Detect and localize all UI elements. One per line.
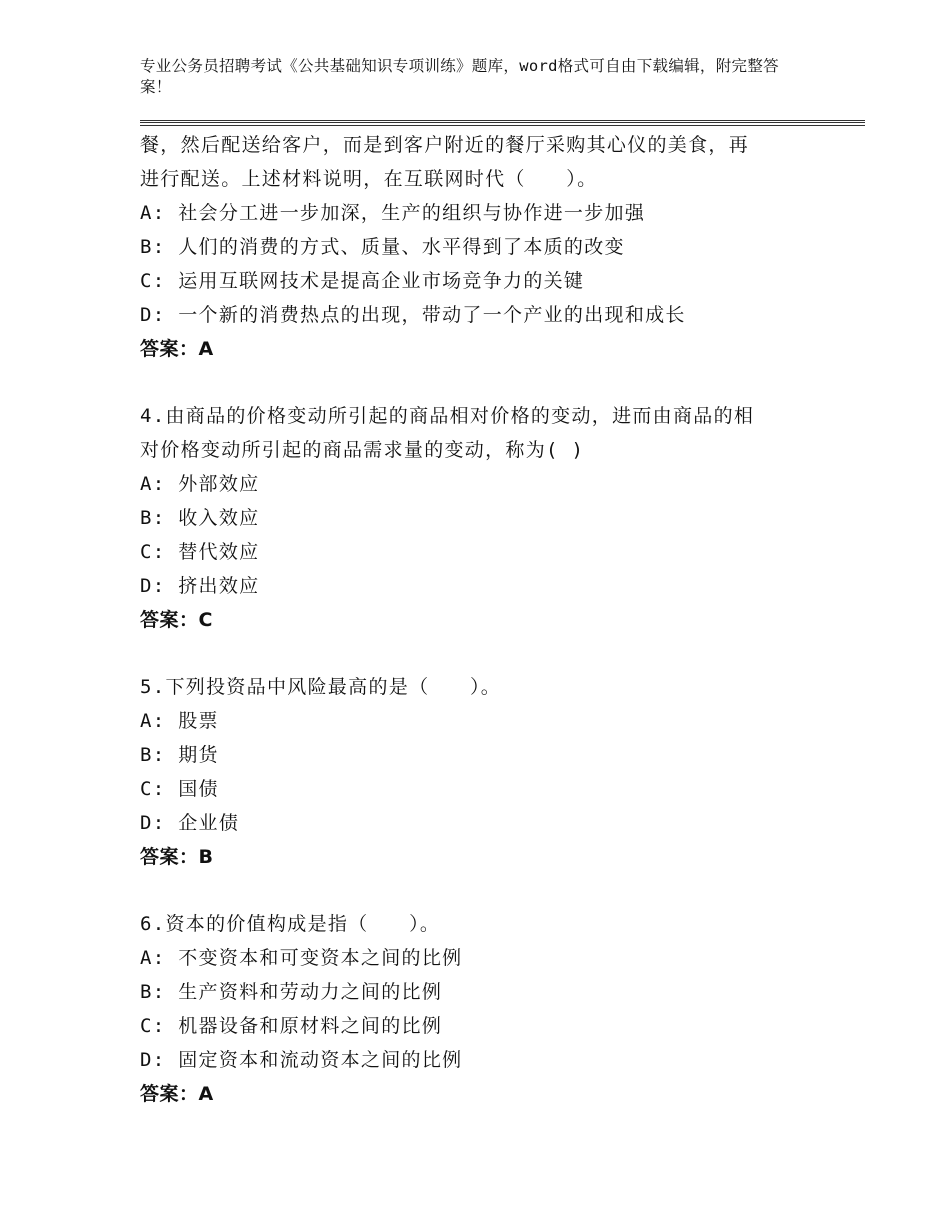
option-d: D: 挤出效应 (140, 575, 260, 597)
option-a: A: 外部效应 (140, 473, 260, 495)
option-d: D: 一个新的消费热点的出现，带动了一个产业的出现和成长 (140, 304, 686, 326)
question-3 (140, 128, 865, 366)
option-c: C: 替代效应 (140, 541, 260, 563)
option-b: B: 收入效应 (140, 507, 260, 529)
option-d: D: 固定资本和流动资本之间的比例 (140, 1049, 463, 1071)
page-header: 专业公务员招聘考试《公共基础知识专项训练》题库，word格式可自由下载编辑，附完整答案！ (140, 57, 779, 96)
option-a: A: 社会分工进一步加深，生产的组织与协作进一步加强 (140, 202, 646, 224)
option-c: C: 机器设备和原材料之间的比例 (140, 1015, 443, 1037)
option-c: C: 运用互联网技术是提高企业市场竞争力的关键 (140, 270, 585, 292)
option-b: B: 生产资料和劳动力之间的比例 (140, 981, 443, 1003)
option-b: B: 期货 (140, 744, 219, 766)
question-6 (140, 907, 865, 1111)
question-stem: 6.资本的价值构成是指（ ）。 (140, 913, 441, 935)
option-b: B: 人们的消费的方式、质量、水平得到了本质的改变 (140, 236, 625, 258)
question-stem: 对价格变动所引起的商品需求量的变动，称为( ) (140, 439, 585, 461)
answer-label: 答案：A (140, 1083, 214, 1105)
option-a: A: 不变资本和可变资本之间的比例 (140, 947, 463, 969)
header-divider (140, 120, 865, 126)
answer-label: 答案：B (140, 846, 214, 868)
question-content (140, 128, 865, 1111)
question-stem: 5.下列投资品中风险最高的是（ ）。 (140, 676, 502, 698)
question-stem: 进行配送。上述材料说明，在互联网时代（ ）。 (140, 168, 598, 190)
option-a: A: 股票 (140, 710, 219, 732)
question-5 (140, 670, 865, 874)
question-4 (140, 399, 865, 637)
question-stem: 4.由商品的价格变动所引起的商品相对价格的变动，进而由商品的相 (140, 405, 755, 427)
option-c: C: 国债 (140, 778, 219, 800)
answer-label: 答案：A (140, 338, 214, 360)
answer-label: 答案：C (140, 609, 213, 631)
option-d: D: 企业债 (140, 812, 240, 834)
question-stem: 餐，然后配送给客户，而是到客户附近的餐厅采购其心仪的美食，再 (140, 134, 750, 156)
